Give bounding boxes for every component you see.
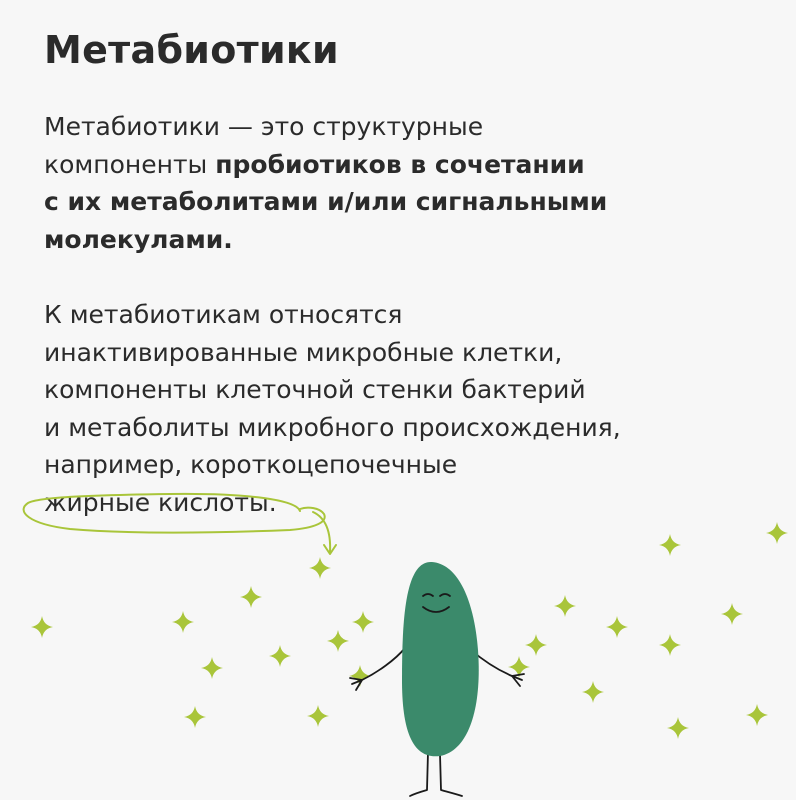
sparkle-icon: [269, 645, 291, 667]
sparkle-icon: [31, 616, 53, 638]
sparkle-icon: [352, 611, 374, 633]
sparkle-icon: [582, 681, 604, 703]
examples-line-3: компоненты клеточной стенки бактерий: [44, 375, 586, 404]
sparkle-icon: [746, 704, 768, 726]
sparkle-icon: [525, 634, 547, 656]
examples-line-1: К метабиотикам относятся: [44, 300, 403, 329]
sparkle-icon: [554, 595, 576, 617]
highlighted-phrase: жирные кислоты.: [44, 487, 277, 517]
highlight-arrow: [313, 512, 330, 552]
sparkle-icon: [201, 657, 223, 679]
sparkle-icon: [659, 534, 681, 556]
sparkle-icon: [240, 586, 262, 608]
definition-line-2-bold: пробиотиков в сочетании: [215, 149, 585, 179]
sparkle-icon: [667, 717, 689, 739]
sparkle-icon: [307, 705, 329, 727]
definition-line-2-plain: компоненты: [44, 149, 216, 179]
sparkle-icon: [766, 522, 788, 544]
sparkle-icon: [606, 616, 628, 638]
sparkle-icon: [172, 611, 194, 633]
character-body: [402, 562, 479, 756]
examples-line-4: и метаболиты микробного происхождения,: [44, 412, 621, 442]
page-title: Метабиотики: [44, 28, 339, 72]
definition-line-3-bold: с их метаболитами и/или сигнальными: [44, 187, 608, 216]
definition-line-4-bold: молекулами.: [44, 224, 233, 254]
sparkle-icon: [184, 706, 206, 728]
definition-line-1: Метабиотики — это структурные: [44, 112, 484, 141]
sparkle-icon: [327, 630, 349, 652]
sparkle-icon: [659, 634, 681, 656]
examples-line-5: например, короткоцепочечные: [44, 450, 458, 479]
highlight-loop: [24, 494, 325, 533]
sparkle-icon: [721, 603, 743, 625]
examples-line-2: инактивированные микробные клетки,: [44, 337, 563, 367]
sparkle-icon: [309, 557, 331, 579]
